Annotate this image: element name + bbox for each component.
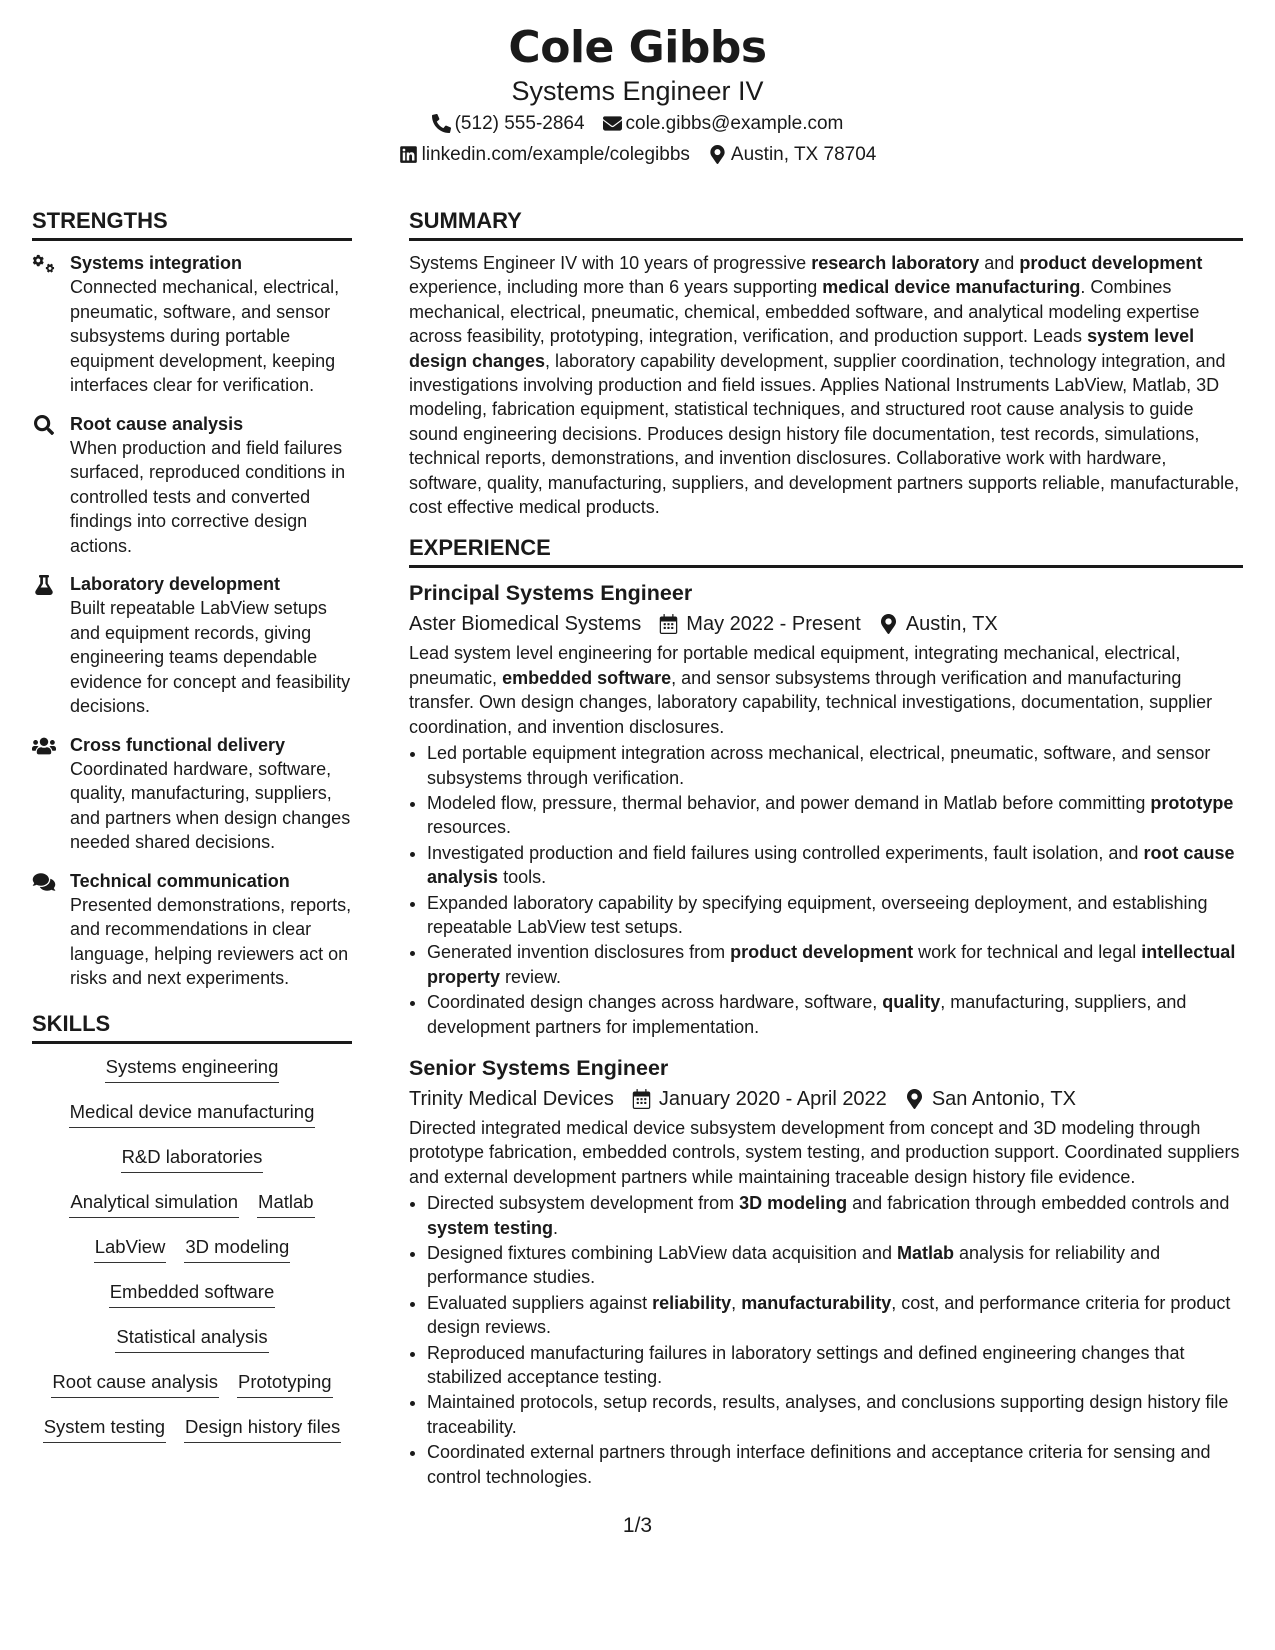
skill-tag: Medical device manufacturing [69, 1099, 316, 1128]
strength-desc: Built repeatable LabView setups and equipment records, giving engineering teams dependable evidence for concept and feasibility decisions. [70, 598, 351, 716]
map-pin-icon [879, 614, 898, 634]
strength-title: Technical communication [70, 870, 290, 891]
bullet-item: • Directed subsystem development from 3D modeling and fabrication through embedded controls and system testing. [427, 1191, 1243, 1240]
bullet-item: • Generated invention disclosures from product development work for technical and legal intellectual property review. [427, 940, 1243, 989]
skill-tag: Design history files [184, 1414, 341, 1443]
summary-heading: SUMMARY [409, 206, 1243, 241]
job-meta [409, 1083, 1243, 1115]
skill-row [69, 1099, 316, 1144]
skill-tag: Systems engineering [105, 1054, 280, 1083]
skill-tag: Prototyping [237, 1369, 333, 1398]
strength-desc: Connected mechanical, electrical, pneumatic, software, and sensor subsystems during portable equipment development, keeping interfaces clear for verification. [70, 277, 340, 395]
job-description: Directed integrated medical device subsystem development from concept and 3D modeling through prototype fabrication, embedded controls, system testing, and production support. Coordinated suppliers and external development partners while maintaining traceable design history file evidence. [409, 1117, 1240, 1187]
bullet-item: • Coordinated design changes across hardware, software, quality, manufacturing, suppliers, and development partners for implementation. [427, 990, 1243, 1039]
strength-title: Cross functional delivery [70, 734, 286, 755]
strength-desc: Coordinated hardware, software, quality, manufacturing, suppliers, and partners when design changes needed shared decisions. [70, 758, 351, 852]
skill-tag: Analytical simulation [69, 1189, 239, 1218]
job-title: Principal Systems Engineer [409, 581, 693, 606]
left-column [32, 206, 352, 1459]
map-pin-icon [708, 145, 727, 164]
comments-icon [32, 872, 56, 892]
job-location: Austin, TX [905, 613, 998, 636]
skills-heading: SKILLS [32, 1009, 352, 1044]
strength-desc: When production and field failures surfaced, reproduced conditions in controlled tests and converted findings into corrective design actions. [70, 437, 346, 556]
job-description: Lead system level engineering for portable medical equipment, integrating mechanical, electrical, pneumatic, embedded software, and sensor subsystems through verification and manufacturing transfer. Own design changes, laboratory capability, technical investigations, documentation, supplier coordination, and invention disclosures. [409, 643, 1213, 737]
location-text: Austin, TX 78704 [730, 144, 877, 165]
strength-item [32, 412, 352, 559]
skill-tag: Root cause analysis [51, 1369, 219, 1398]
skills-list [32, 1054, 352, 1459]
skill-tag: Matlab [257, 1189, 315, 1218]
skill-row [105, 1054, 280, 1099]
search-icon [32, 415, 56, 435]
envelope-icon [603, 114, 622, 133]
linkedin-contact [399, 139, 690, 170]
linkedin-icon [399, 145, 418, 164]
email-text[interactable]: cole.gibbs@example.com [625, 113, 844, 134]
phone-contact [432, 108, 585, 139]
job-bullets [409, 741, 1243, 1039]
bullet-item: • Modeled flow, pressure, thermal behavior, and power demand in Matlab before committing prototype resources. [427, 791, 1243, 840]
bullet-item: • Designed fixtures combining LabView data acquisition and Matlab analysis for reliability and performance studies. [427, 1241, 1243, 1290]
contact-line-1 [0, 108, 1275, 139]
experience-heading: EXPERIENCE [409, 533, 1243, 568]
job-entry [409, 1053, 1243, 1489]
job-title: Senior Systems Engineer [409, 1055, 669, 1080]
bullet-item: • Evaluated suppliers against reliability, manufacturability, cost, and performance criteria for product design reviews. [427, 1291, 1243, 1340]
skill-row [121, 1144, 264, 1189]
job-meta [409, 608, 1243, 640]
strength-title: Root cause analysis [70, 413, 244, 434]
phone-text[interactable]: (512) 555-2864 [454, 113, 585, 134]
linkedin-text[interactable]: linkedin.com/example/colegibbs [421, 144, 690, 165]
bullet-item: • Coordinated external partners through interface definitions and acceptance criteria for sensing and control technologies. [427, 1440, 1243, 1489]
users-icon [32, 736, 56, 756]
right-column [409, 206, 1243, 1503]
job-dates: January 2020 - April 2022 [658, 1087, 887, 1110]
job-bullets [409, 1191, 1243, 1489]
bullet-item: • Investigated production and field failures using controlled experiments, fault isolation, and root cause analysis tools. [427, 841, 1243, 890]
company-name: Trinity Medical Devices [409, 1087, 614, 1110]
bullet-item: • Expanded laboratory capability by specifying equipment, overseeing deployment, and establishing repeatable LabView test setups. [427, 891, 1243, 940]
page-number: 1/3 [622, 1514, 653, 1537]
summary-text: Systems Engineer IV with 10 years of progressive research laboratory and product development experience, including more than 6 years supporting medical device manufacturing. Combines mechanical, electrical, pneumatic, chemical, embedded software, and analytical modeling expertise across feasibility, prototyping, integration, verification, and production support. Leads system level design changes, laboratory capability development, supplier coordination, technology integration, and investigations involving production and field issues. Applies National Instruments LabView, Matlab, 3D modeling, fabrication equipment, statistical techniques, and structured root cause analysis to guide sound engineering decisions. Produces design history file documentation, test records, simulations, technical reports, demonstrations, and invention disclosures. Collaborative work with hardware, software, quality, manufacturing, suppliers, and development partners supports reliable, manufacturable, cost effective medical products. [409, 253, 1240, 518]
skill-row [115, 1324, 268, 1369]
skill-row [109, 1279, 276, 1324]
bullet-item: • Reproduced manufacturing failures in laboratory settings and defined engineering changes that stabilized acceptance testing. [427, 1341, 1243, 1390]
skill-tag: 3D modeling [184, 1234, 290, 1263]
strength-title: Laboratory development [70, 574, 281, 594]
strength-title: Systems integration [70, 253, 243, 273]
flask-icon [32, 575, 56, 595]
candidate-name: Cole Gibbs [508, 22, 767, 73]
candidate-title: Systems Engineer IV [511, 76, 764, 106]
skill-tag: LabView [94, 1234, 167, 1263]
skill-tag: Statistical analysis [115, 1324, 268, 1353]
skill-tag: System testing [43, 1414, 166, 1443]
resume-header [0, 20, 1275, 170]
skill-row [43, 1414, 342, 1459]
skill-row [69, 1189, 314, 1234]
strength-desc: Presented demonstrations, reports, and recommendations in clear language, helping reviewers act on risks and next experiments. [70, 894, 352, 988]
calendar-icon [659, 614, 678, 634]
bullet-item: • Led portable equipment integration across mechanical, electrical, pneumatic, software, and sensor subsystems through verification. [427, 741, 1243, 790]
company-name: Aster Biomedical Systems [409, 613, 642, 636]
skill-tag: Embedded software [109, 1279, 276, 1308]
strength-item [32, 869, 352, 991]
skill-tag: R&D laboratories [121, 1144, 264, 1173]
gears-icon [32, 254, 56, 274]
strengths-heading: STRENGTHS [32, 206, 352, 241]
contact-line-2 [0, 139, 1275, 170]
email-contact [603, 108, 844, 139]
map-pin-icon [905, 1089, 924, 1109]
calendar-icon [632, 1089, 651, 1109]
location-contact [708, 139, 876, 170]
strength-item [32, 733, 352, 855]
job-dates: May 2022 - Present [686, 613, 861, 636]
skill-row [94, 1234, 291, 1279]
job-location: San Antonio, TX [931, 1087, 1076, 1110]
strength-item [32, 572, 352, 719]
bullet-item: • Maintained protocols, setup records, results, analyses, and conclusions supporting design history file traceability. [427, 1390, 1243, 1439]
strength-item [32, 251, 352, 398]
skill-row [51, 1369, 332, 1414]
phone-icon [432, 114, 451, 133]
job-entry [409, 578, 1243, 1039]
